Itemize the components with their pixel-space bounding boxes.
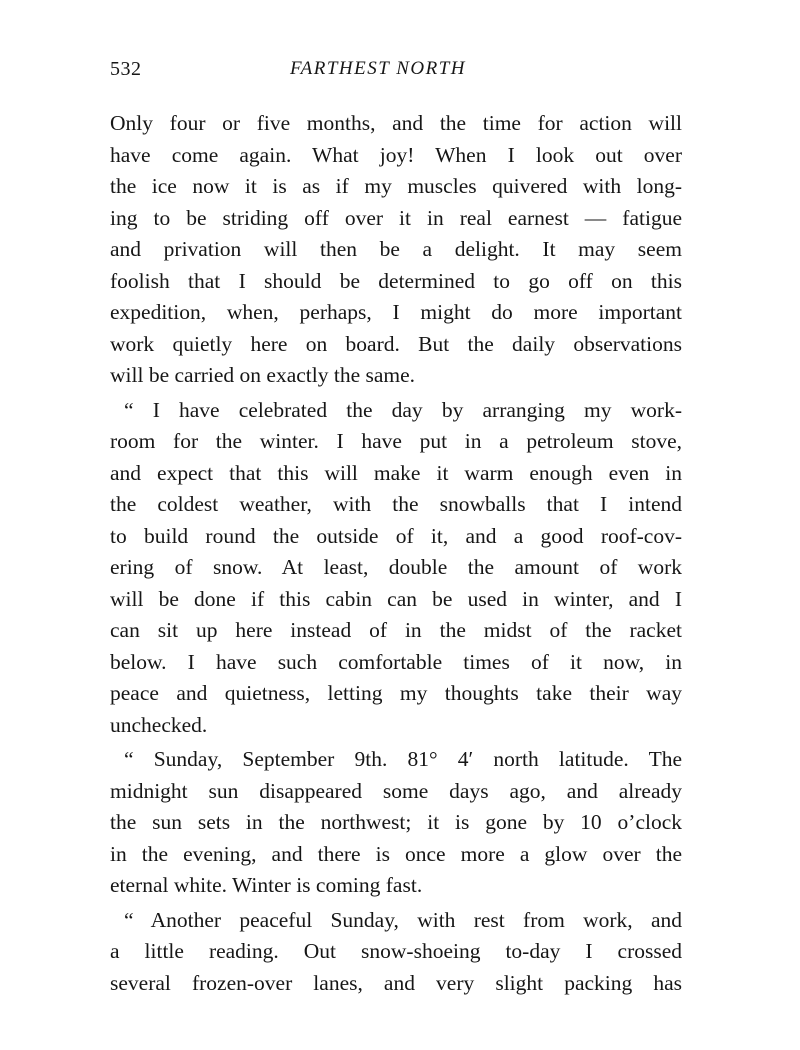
text-line: “ Another peaceful Sunday, with rest from work, and	[124, 907, 682, 932]
text-line: the ice now it is as if my muscles quivered with long-	[110, 174, 682, 198]
text-line: work quietly here on board. But the daily observations	[110, 331, 682, 356]
paragraph-2	[110, 395, 682, 742]
text-line: the sun sets in the northwest; it is gone by 10 o’clock	[110, 810, 682, 834]
running-head: FARTHEST NORTH	[290, 58, 467, 79]
text-line: Only four or five months, and the time for action will	[110, 111, 682, 135]
text-line: expedition, when, perhaps, I might do more important	[110, 300, 682, 324]
text-line: room for the winter. I have put in a petroleum stove,	[110, 429, 682, 453]
paragraph-3	[110, 744, 682, 902]
page-number: 532	[110, 58, 142, 80]
text-line: in the evening, and there is once more a glow over the	[110, 841, 682, 866]
text-line: ering of snow. At least, double the amount of work	[110, 555, 682, 579]
text-line: peace and quietness, letting my thoughts take their way	[110, 681, 682, 705]
page-header	[110, 58, 685, 88]
text-line: will be carried on exactly the same.	[110, 363, 416, 387]
text-line: midnight sun disappeared some days ago, and already	[110, 778, 682, 803]
text-line: unchecked.	[110, 712, 208, 737]
text-line: and expect that this will make it warm enough even in	[110, 460, 682, 485]
text-line: several frozen-over lanes, and very slight packing has	[110, 970, 682, 995]
text-line: and privation will then be a delight. It may seem	[110, 237, 682, 261]
text-line: “ Sunday, September 9th. 81° 4′ north latitude. The	[124, 747, 682, 771]
body-text	[110, 108, 682, 1002]
text-line: the coldest weather, with the snowballs that I intend	[110, 492, 682, 516]
paragraph-4	[110, 905, 682, 1000]
text-line: foolish that I should be determined to go off on this	[110, 268, 682, 293]
text-line: have come again. What joy! When I look out over	[110, 142, 682, 167]
text-line: to build round the outside of it, and a good roof-cov-	[110, 523, 682, 548]
text-line: will be done if this cabin can be used in winter, and I	[110, 586, 682, 611]
text-line: ing to be striding off over it in real earnest — fatigue	[110, 205, 682, 230]
text-line: a little reading. Out snow-shoeing to-day I crossed	[110, 939, 682, 963]
text-line: “ I have celebrated the day by arranging my work-	[124, 397, 682, 422]
text-line: eternal white. Winter is coming fast.	[110, 873, 423, 897]
text-line: below. I have such comfortable times of it now, in	[110, 649, 682, 674]
text-line: can sit up here instead of in the midst of the racket	[110, 618, 682, 642]
paragraph-1	[110, 108, 682, 392]
